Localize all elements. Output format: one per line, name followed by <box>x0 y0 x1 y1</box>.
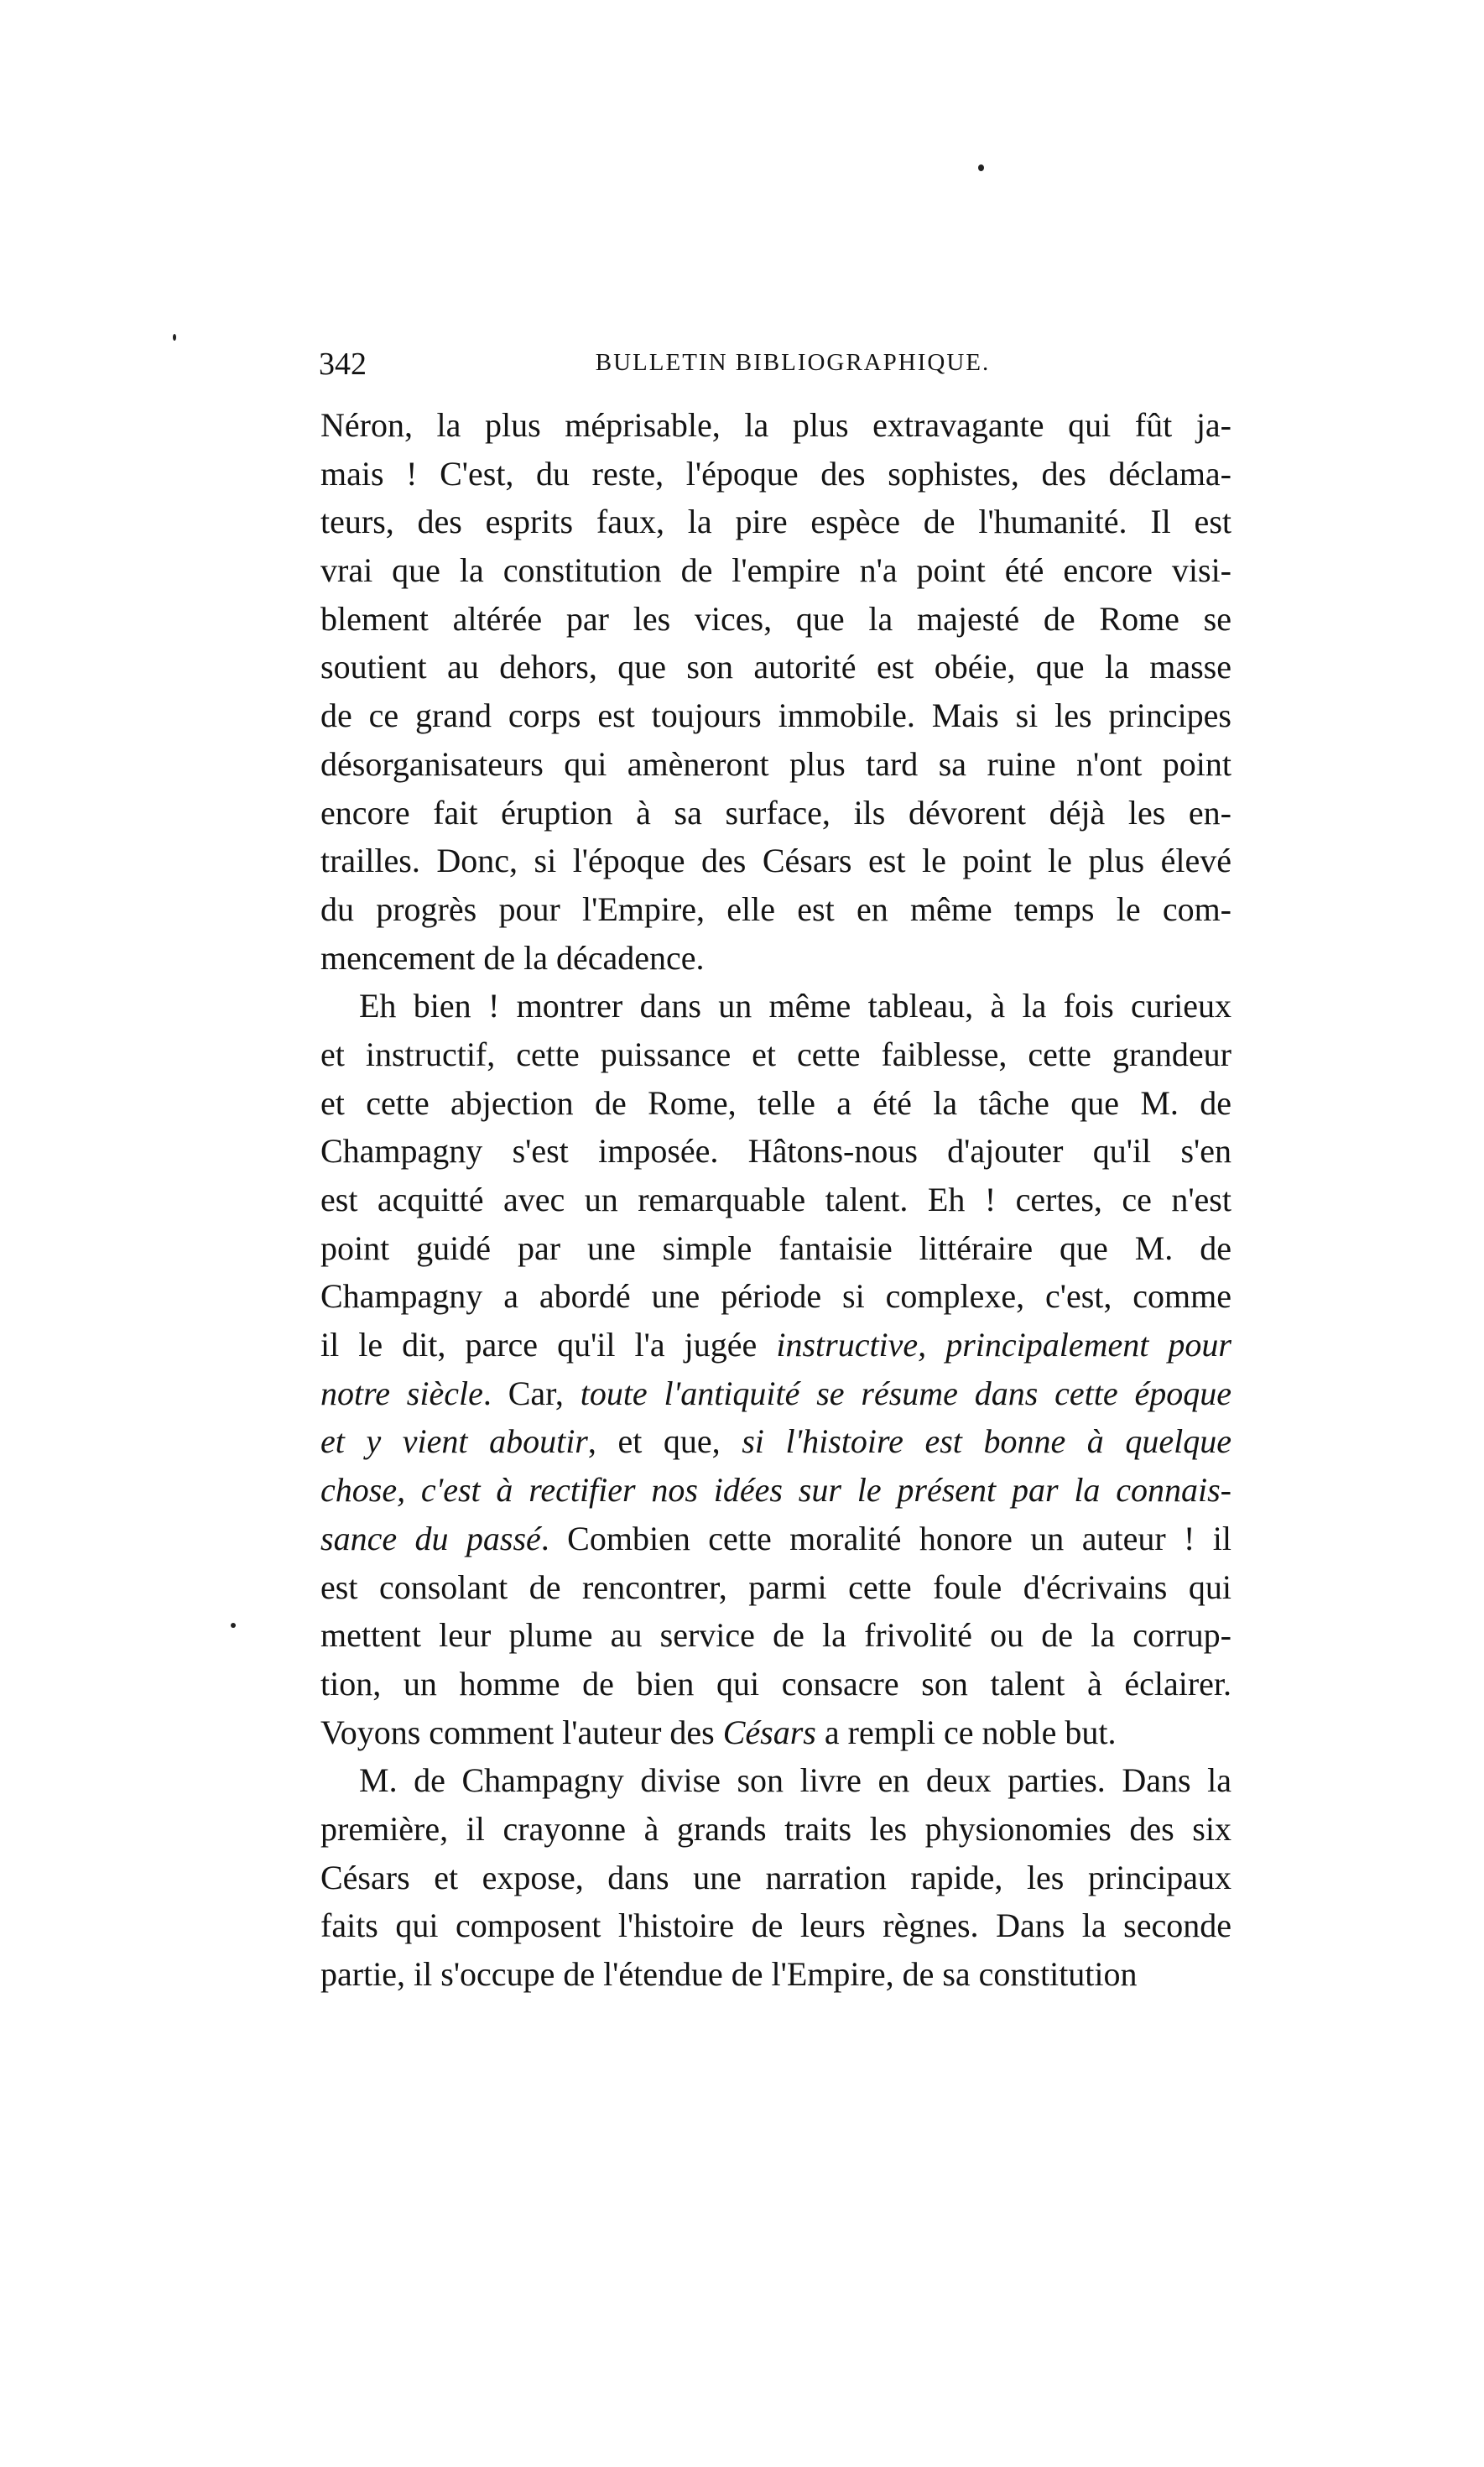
text-run: mais ! C'est, du reste, l'époque des sophistes, des déclama- <box>320 454 1231 493</box>
scan-speck <box>173 334 176 341</box>
text-run: est consolant de rencontrer, parmi cette foule d'écrivains qui <box>320 1567 1231 1606</box>
text-line <box>320 1708 1231 1757</box>
text-run: . Combien cette moralité honore un auteur ! il <box>540 1519 1231 1557</box>
text-line <box>320 1466 1231 1515</box>
text-line <box>320 691 1231 740</box>
text-line <box>320 1321 1231 1369</box>
text-line <box>320 1176 1231 1224</box>
scan-speck <box>231 1623 236 1628</box>
text-run: est acquitté avec un remarquable talent. Eh ! certes, ce n'est <box>320 1181 1231 1218</box>
text-line <box>320 546 1231 595</box>
text-line <box>320 498 1231 546</box>
text-run: du progrès pour l'Empire, elle est en même temps le com- <box>320 889 1231 928</box>
italic-text: instructive, principalement pour <box>776 1326 1231 1364</box>
text-line <box>320 1272 1231 1321</box>
paragraph <box>320 401 1231 982</box>
text-line <box>320 1950 1231 1999</box>
text-run: , et que, <box>587 1422 742 1461</box>
text-line <box>320 1127 1231 1176</box>
paragraph <box>320 982 1231 1756</box>
text-line <box>320 1660 1231 1708</box>
text-line <box>320 934 1231 983</box>
page-header <box>319 346 1233 388</box>
text-line <box>320 1563 1231 1612</box>
text-run: désorganisateurs qui amèneront plus tard sa ruine n'ont point <box>320 744 1231 783</box>
paragraph <box>320 1756 1231 1998</box>
text-run: vrai que la constitution de l'empire n'a point été encore visi- <box>320 551 1231 590</box>
text-run: Champagny s'est imposée. Hâtons-nous d'ajouter qu'il s'en <box>320 1132 1231 1171</box>
text-line <box>320 1224 1231 1273</box>
text-run: mencement de la décadence. <box>320 938 705 977</box>
italic-text: toute l'antiquité se résume dans cette époque <box>580 1374 1232 1412</box>
italic-text: sance du passé <box>320 1519 541 1557</box>
text-line <box>320 740 1231 789</box>
text-run: et instructif, cette puissance et cette faiblesse, cette grandeur <box>320 1035 1231 1073</box>
text-run: soutient au dehors, que son autorité est obéie, que la masse <box>320 648 1231 686</box>
text-line <box>320 885 1231 934</box>
text-run: . Car, <box>482 1374 581 1412</box>
text-line <box>320 982 1231 1030</box>
text-line <box>320 1079 1231 1128</box>
text-run: faits qui composent l'histoire de leurs règnes. Dans la seconde <box>320 1906 1231 1945</box>
text-line <box>320 1515 1231 1563</box>
text-run: a rempli ce noble but. <box>815 1713 1117 1751</box>
text-line <box>320 643 1231 691</box>
running-title: BULLETIN BIBLIOGRAPHIQUE. <box>595 349 991 376</box>
text-line <box>320 1901 1231 1950</box>
text-line <box>320 450 1231 498</box>
text-line <box>320 595 1231 644</box>
text-run: tion, un homme de bien qui consacre son talent à éclairer. <box>320 1664 1231 1703</box>
text-run: et cette abjection de Rome, telle a été la tâche que M. de <box>320 1083 1231 1122</box>
italic-text: Césars <box>722 1713 816 1751</box>
text-run: de ce grand corps est toujours immobile. Mais si les principes <box>320 696 1231 735</box>
text-line <box>320 1805 1231 1854</box>
text-line <box>320 837 1231 885</box>
text-line <box>320 1854 1231 1902</box>
italic-text: notre siècle <box>320 1374 483 1412</box>
text-run: Césars et expose, dans une narration rapide, les principaux <box>320 1858 1231 1896</box>
italic-text: chose, c'est à rectifier nos idées sur le présent par la connais- <box>320 1471 1231 1510</box>
text-run: partie, il s'occupe de l'étendue de l'Empire, de sa constitution <box>320 1955 1138 1993</box>
text-run: première, il crayonne à grands traits les physionomies des six <box>320 1809 1231 1848</box>
body-text <box>320 401 1231 1999</box>
text-run: Eh bien ! montrer dans un même tableau, à la fois curieux <box>359 987 1231 1025</box>
text-run: trailles. Donc, si l'époque des Césars est le point le plus élevé <box>320 842 1231 880</box>
text-run: M. de Champagny divise son livre en deux parties. Dans la <box>359 1761 1231 1800</box>
text-line <box>320 1611 1231 1660</box>
text-run: encore fait éruption à sa surface, ils dévorent déjà les en- <box>320 793 1231 832</box>
text-line <box>320 1369 1231 1418</box>
italic-text: si l'histoire est bonne à quelque <box>742 1422 1231 1461</box>
text-line <box>320 1030 1231 1079</box>
text-run: blement altérée par les vices, que la majesté de Rome se <box>320 599 1231 638</box>
text-run: il le dit, parce qu'il l'a jugée <box>320 1326 777 1364</box>
text-line <box>320 1756 1231 1805</box>
page-number: 342 <box>319 347 367 382</box>
text-run: Voyons comment l'auteur des <box>320 1713 723 1751</box>
text-run: teurs, des esprits faux, la pire espèce de l'humanité. Il est <box>320 503 1231 541</box>
text-line <box>320 401 1231 450</box>
scan-speck <box>978 164 984 171</box>
text-line <box>320 789 1231 837</box>
text-line <box>320 1417 1231 1466</box>
text-run: point guidé par une simple fantaisie littéraire que M. de <box>320 1228 1231 1267</box>
text-run: Champagny a abordé une période si complexe, c'est, comme <box>320 1277 1231 1316</box>
text-run: Néron, la plus méprisable, la plus extravagante qui fût ja- <box>320 406 1231 444</box>
italic-text: et y vient aboutir <box>320 1422 588 1461</box>
text-run: mettent leur plume au service de la frivolité ou de la corrup- <box>320 1616 1231 1655</box>
